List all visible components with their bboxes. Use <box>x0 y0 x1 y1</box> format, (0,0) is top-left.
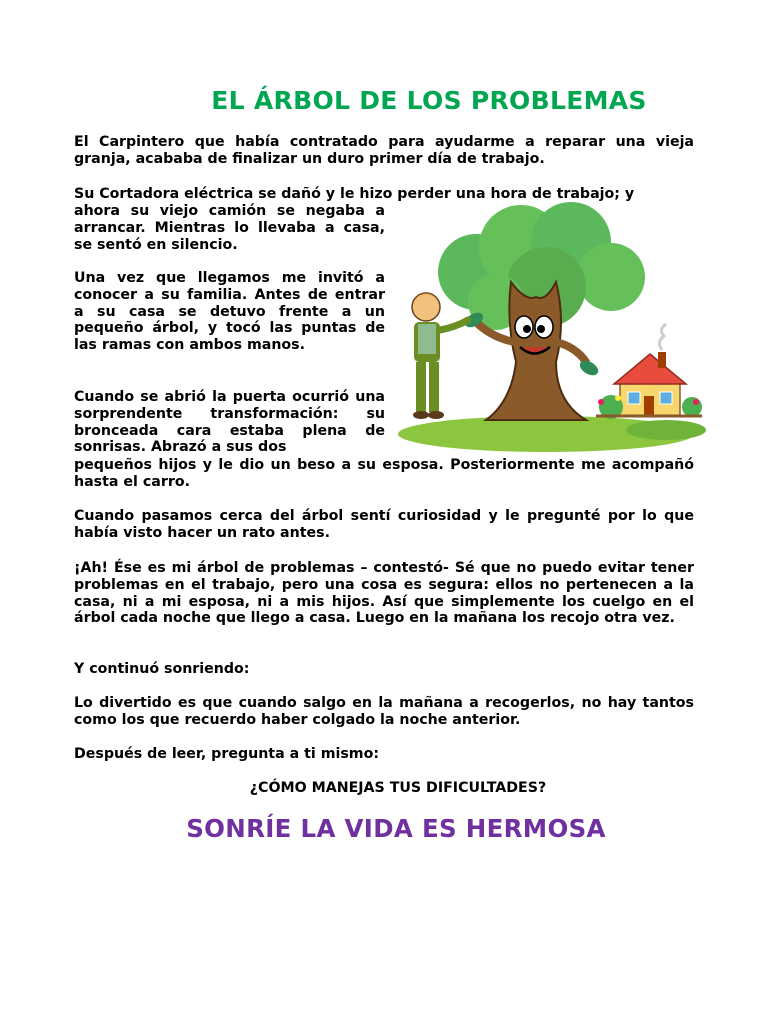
paragraph-4-narrow: Cuando se abrió la puerta ocurrió una sorprendente transformación: su bronceada cara estaba plena de sonrisas. Abrazó a sus dos <box>74 389 385 456</box>
paragraph-9: Después de leer, pregunta a ti mismo: <box>74 746 379 762</box>
paragraph-2-rest: ahora su viejo camión se negaba a arrancar. Mientras lo llevaba a casa, se sentó en silencio. <box>74 203 385 253</box>
reflection-question: ¿CÓMO MANEJAS TUS DIFICULTADES? <box>249 780 547 796</box>
paragraph-8: Lo divertido es que cuando salgo en la mañana a recogerlos, no hay tantos como los que recuerdo haber colgado la noche anterior. <box>74 695 694 728</box>
document-title: EL ÁRBOL DE LOS PROBLEMAS <box>211 86 647 115</box>
closing-message: SONRÍE LA VIDA ES HERMOSA <box>186 814 606 843</box>
paragraph-4-wide: pequeños hijos y le dio un beso a su esposa. Posteriormente me acompañó hasta el carro. <box>74 457 694 490</box>
paragraph-1: El Carpintero que había contratado para ayudarme a reparar una vieja granja, acababa de finalizar un duro primer día de trabajo. <box>74 134 694 167</box>
paragraph-2-line-1: Su Cortadora eléctrica se dañó y le hizo perder una hora de trabajo; y <box>74 186 635 202</box>
paragraph-5: Cuando pasamos cerca del árbol sentí curiosidad y le pregunté por lo que había visto hacer un rato antes. <box>74 508 694 541</box>
paragraph-3: Una vez que llegamos me invitó a conocer a su familia. Antes de entrar a su casa se detuvo frente a un pequeño árbol, y tocó las puntas de las ramas con ambos manos. <box>74 270 385 354</box>
tree-illustration-icon <box>396 202 706 454</box>
paragraph-6: ¡Ah! Ése es mi árbol de problemas – contestó- Sé que no puedo evitar tener problemas en el trabajo, pero una cosa es segura: ellos no pertenecen a la casa, ni a mi esposa, ni a mis hijos. Así que simplemente los cuelgo en el árbol cada noche que llego a casa. Luego en la mañana los recojo otra vez. <box>74 560 694 627</box>
paragraph-7: Y continuó sonriendo: <box>74 661 250 677</box>
